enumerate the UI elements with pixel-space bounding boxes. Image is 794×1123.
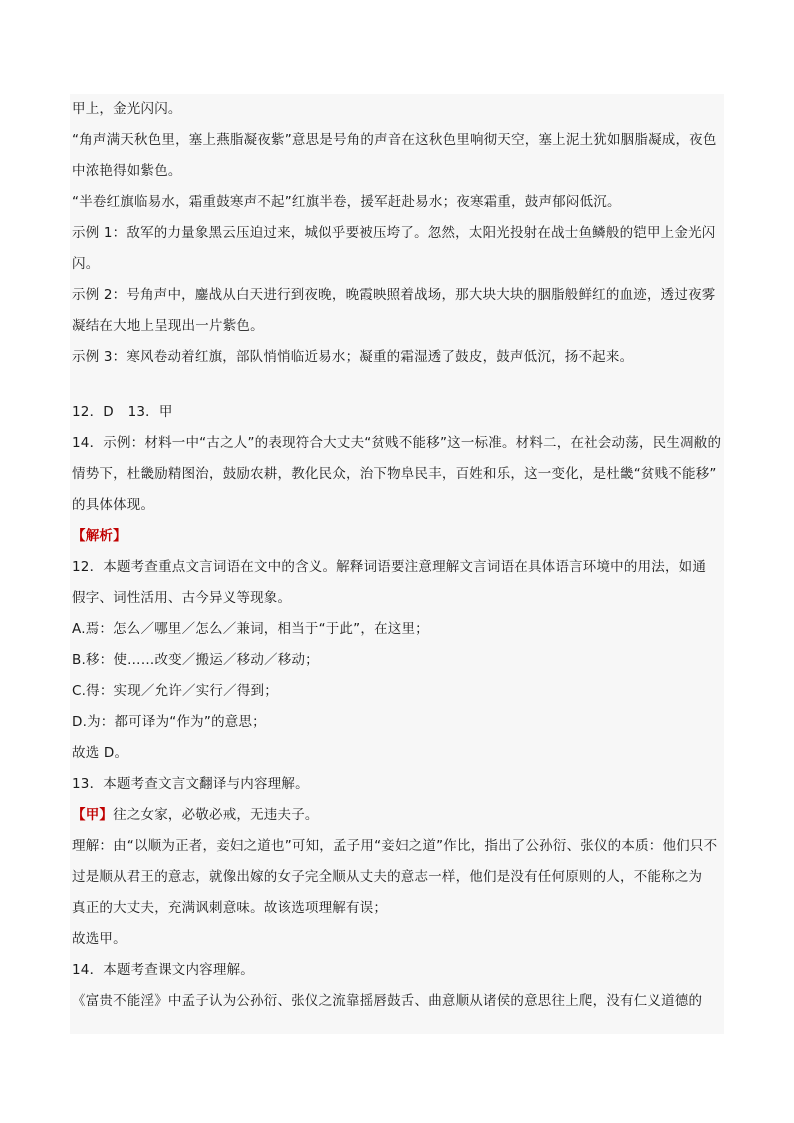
text-line: 理解：由“以顺为正者，妾妇之道也”可知，孟子用“妾妇之道”作比，指出了公孙衍、张仪的本质：他们只不 [72, 838, 718, 854]
answer-line: 12．D 13．甲 [72, 404, 173, 420]
text-line: 示例 1：敌军的力量象黑云压迫过来，城似乎要被压垮了。忽然，太阳光投射在战士鱼鳞般的铠甲上金光闪 [72, 225, 716, 241]
jia-line [72, 800, 722, 831]
option-a: A.焉：怎么／哪里／怎么／兼词，相当于“于此”，在这里； [72, 621, 429, 637]
jia-tag: 【甲】 [72, 807, 114, 823]
text-line: “角声满天秋色里，塞上燕脂凝夜紫”意思是号角的声音在这秋色里响彻天空，塞上泥土犹如胭脂凝成，夜色 [72, 132, 717, 148]
paragraph-gap [72, 373, 722, 397]
text-line: 《富贵不能淫》中孟子认为公孙衍、张仪之流靠摇唇鼓舌、曲意顺从诸侯的意思往上爬，没有仁义道德的 [72, 993, 703, 1009]
text-line: 甲上，金光闪闪。 [72, 101, 182, 117]
text-line: 14．本题考查课文内容理解。 [72, 962, 254, 978]
option-c: C.得：实现／允许／实行／得到； [72, 683, 278, 699]
text-line: 故选 D。 [72, 745, 129, 761]
analysis-heading: 【解析】 [72, 528, 127, 544]
option-d: D.为：都可译为“作为”的意思； [72, 714, 266, 730]
text-line: 凝结在大地上呈现出一片紫色。 [72, 318, 264, 334]
text-line: 示例 2：号角声中，鏖战从白天进行到夜晚，晚霞映照着战场，那大块大块的胭脂般鲜红的血迹，透过夜雾 [72, 287, 716, 303]
text-line: 的具体体现。 [72, 497, 155, 513]
text-line: 示例 3：寒风卷动着红旗，部队悄悄临近易水；凝重的霜湿透了鼓皮，鼓声低沉，扬不起来。 [72, 349, 634, 365]
text-line: 假字、词性活用、古今异义等现象。 [72, 590, 292, 606]
jia-text: 往之女家，必敬必戒，无违夫子。 [113, 807, 319, 823]
text-line: 真正的大丈夫，充满讽刺意味。故该选项理解有误； [72, 900, 388, 916]
text-line: “半卷红旗临易水，霜重鼓寒声不起”红旗半卷，援军赶赴易水；夜寒霜重，鼓声郁闷低沉。 [72, 194, 621, 210]
text-line: 情势下，杜畿励精图治，鼓励农耕，教化民众，治下物阜民丰，百姓和乐，这一变化，是杜畿“贫贱不能移” [72, 466, 717, 482]
text-line: 故选甲。 [72, 931, 127, 947]
text-line: 12．本题考查重点文言词语在文中的含义。解释词语要注意理解文言词语在具体语言环境中的用法，如通 [72, 559, 707, 575]
text-line: 闪。 [72, 256, 100, 272]
text-line: 中浓艳得如紫色。 [72, 163, 182, 179]
option-b: B.移：使……改变／搬运／移动／移动； [72, 652, 319, 668]
text-line: 14．示例：材料一中“古之人”的表现符合大丈夫“贫贱不能移”这一标准。材料二，在社会动荡，民生凋敝的 [72, 435, 722, 451]
text-line: 过是顺从君王的意志，就像出嫁的女子完全顺从丈夫的意志一样，他们是没有任何原则的人，不能称之为 [72, 869, 703, 885]
text-line: 13．本题考查文言文翻译与内容理解。 [72, 776, 309, 792]
document-page [70, 94, 724, 1034]
